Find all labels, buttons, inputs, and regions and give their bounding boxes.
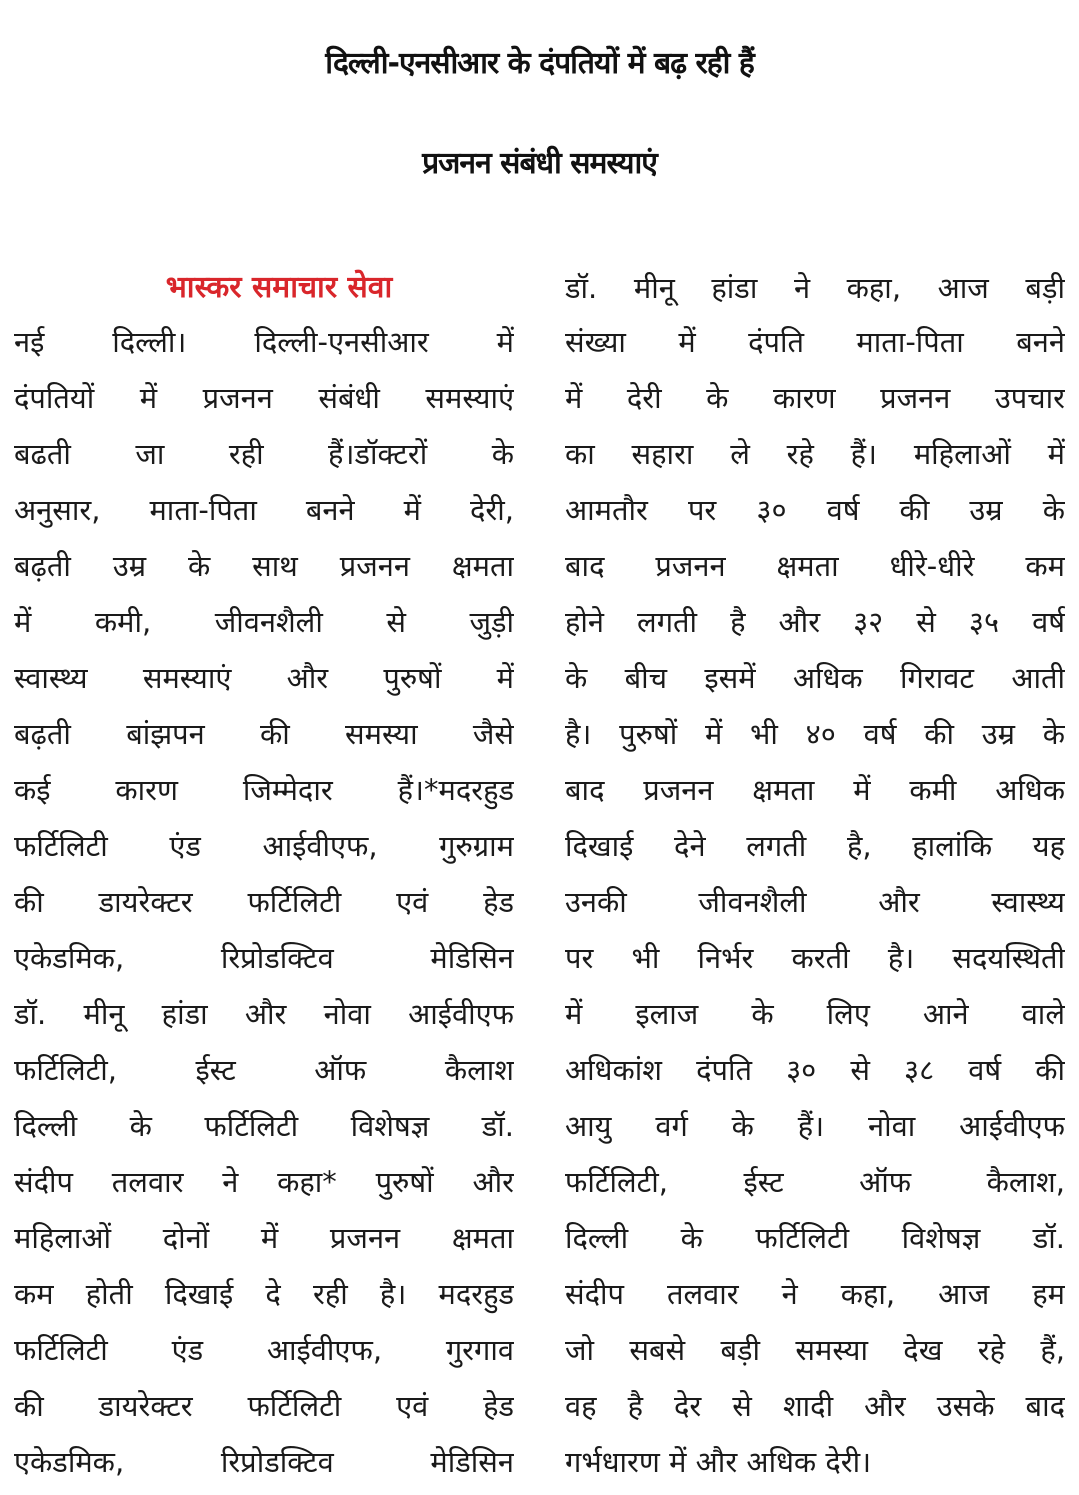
article-text-line: बढ़ती उम्र के साथ प्रजनन क्षमता bbox=[14, 549, 514, 583]
article-text-line: डॉ. मीनू हांडा और नोवा आईवीएफ bbox=[14, 997, 514, 1031]
article-text-line: का सहारा ले रहे हैं। महिलाओं में bbox=[565, 437, 1065, 471]
right-column-text bbox=[565, 262, 1065, 1490]
article-text-line: वह है देर से शादी और उसके बाद bbox=[565, 1389, 1065, 1423]
article-text-line: बढती जा रही हैं।डॉक्टरों के bbox=[14, 437, 514, 471]
article-text-line: गर्भधारण में और अधिक देरी। bbox=[565, 1445, 872, 1479]
article-text-line: दंपतियों में प्रजनन संबंधी समस्याएं bbox=[14, 381, 514, 415]
article-text-line: दिल्ली के फर्टिलिटी विशेषज्ञ डॉ. bbox=[565, 1221, 1065, 1255]
article-text-line: पर भी निर्भर करती है। सदयस्थिती bbox=[565, 941, 1065, 975]
article-text-line: एकेडमिक, रिप्रोडक्टिव मेडिसिन bbox=[14, 941, 514, 975]
article-column-right bbox=[565, 262, 1065, 1490]
article-text-line: फर्टिलिटी, ईस्ट ऑफ कैलाश bbox=[14, 1053, 514, 1087]
article-text-line: की डायरेक्टर फर्टिलिटी एवं हेड bbox=[14, 1389, 514, 1423]
headline bbox=[0, 14, 1079, 214]
article-text-line: महिलाओं दोनों में प्रजनन क्षमता bbox=[14, 1221, 514, 1255]
article-text-line: में कमी, जीवनशैली से जुड़ी bbox=[14, 605, 514, 639]
article-text-line: फर्टिलिटी एंड आईवीएफ, गुरगाव bbox=[14, 1333, 514, 1367]
article-text-line: बढ़ती बांझपन की समस्या जैसे bbox=[14, 717, 514, 751]
article-text-line: आयु वर्ग के हैं। नोवा आईवीएफ bbox=[565, 1109, 1065, 1143]
left-column-text bbox=[14, 314, 514, 1490]
article-text-line: एकेडमिक, रिप्रोडक्टिव मेडिसिन bbox=[14, 1445, 514, 1479]
article-column-left bbox=[14, 262, 514, 1490]
article-text-line: कम होती दिखाई दे रही है। मदरहुड bbox=[14, 1277, 514, 1311]
article-text-line: अनुसार, माता-पिता बनने में देरी, bbox=[14, 493, 514, 527]
article-text-line: में देरी के कारण प्रजनन उपचार bbox=[565, 381, 1065, 415]
article-text-line: दिल्ली के फर्टिलिटी विशेषज्ञ डॉ. bbox=[14, 1109, 514, 1143]
article-text-line: अधिकांश दंपति ३० से ३८ वर्ष की bbox=[565, 1053, 1065, 1087]
article-text-line: होने लगती है और ३२ से ३५ वर्ष bbox=[565, 605, 1065, 639]
article-text-line: उनकी जीवनशैली और स्वास्थ्य bbox=[565, 885, 1065, 919]
article-text-line: स्वास्थ्य समस्याएं और पुरुषों में bbox=[14, 661, 514, 695]
article-text-line: बाद प्रजनन क्षमता में कमी अधिक bbox=[565, 773, 1065, 807]
article-text-line: संदीप तलवार ने कहा* पुरुषों और bbox=[14, 1165, 514, 1199]
headline-line-1: दिल्ली-एनसीआर के दंपतियों में बढ़ रही हैं bbox=[325, 46, 754, 81]
headline-line-2: प्रजनन संबंधी समस्याएं bbox=[422, 146, 657, 181]
article-text-line: में इलाज के लिए आने वाले bbox=[565, 997, 1065, 1031]
article-text-line: बाद प्रजनन क्षमता धीरे-धीरे कम bbox=[565, 549, 1065, 583]
article-text-line: है। पुरुषों में भी ४० वर्ष की उम्र के bbox=[565, 717, 1065, 751]
article-text-line: फर्टिलिटी एंड आईवीएफ, गुरुग्राम bbox=[14, 829, 514, 863]
article-text-line: फर्टिलिटी, ईस्ट ऑफ कैलाश, bbox=[565, 1165, 1065, 1199]
article-text-line: संदीप तलवार ने कहा, आज हम bbox=[565, 1277, 1065, 1311]
article-text-line: के बीच इसमें अधिक गिरावट आती bbox=[565, 661, 1065, 695]
article-text-line: जो सबसे बड़ी समस्या देख रहे हैं, bbox=[565, 1333, 1065, 1367]
article-text-line: की डायरेक्टर फर्टिलिटी एवं हेड bbox=[14, 885, 514, 919]
article-text-line: आमतौर पर ३० वर्ष की उम्र के bbox=[565, 493, 1065, 527]
article-text-line: दिखाई देने लगती है, हालांकि यह bbox=[565, 829, 1065, 863]
article-text-line: डॉ. मीनू हांडा ने कहा, आज बड़ी bbox=[565, 271, 1065, 305]
article-text-line: कई कारण जिम्मेदार हैं।*मदरहुड bbox=[14, 773, 514, 807]
article-text-line: नई दिल्ली। दिल्ली-एनसीआर में bbox=[14, 325, 514, 359]
byline: भास्कर समाचार सेवा bbox=[165, 270, 393, 305]
article-text-line: संख्या में दंपति माता-पिता बनने bbox=[565, 325, 1065, 359]
